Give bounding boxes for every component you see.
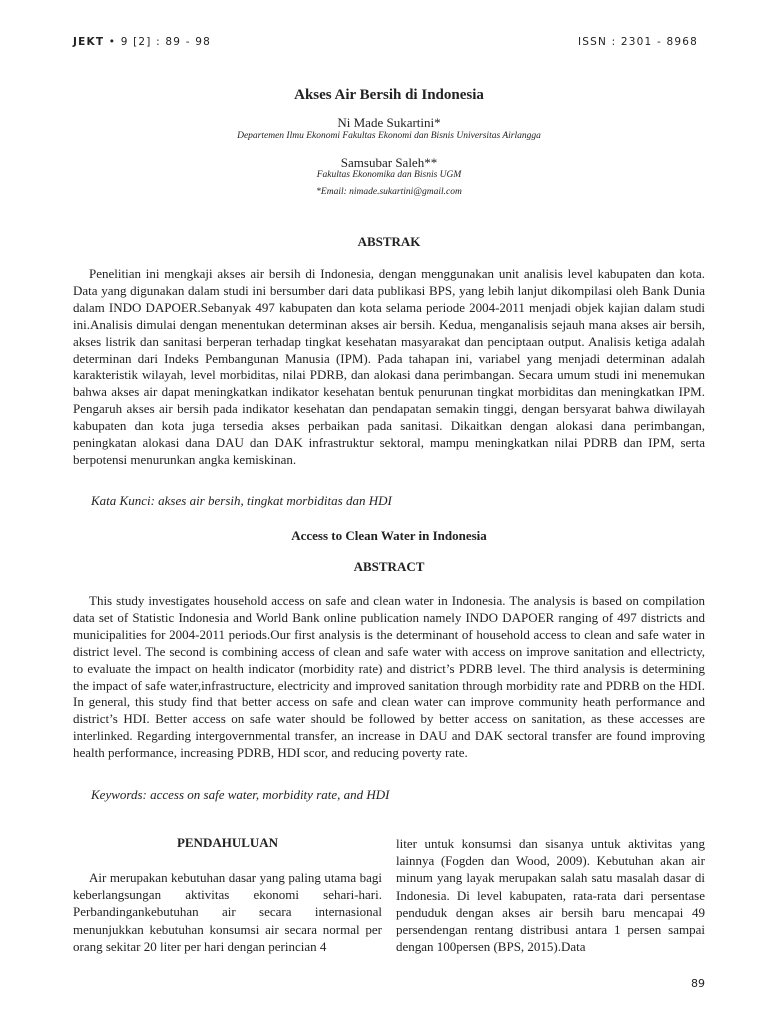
page-number: 89 [691,977,705,990]
body-column-left: Air merupakan kebutuhan dasar yang paling utama bagi keberlangsungan aktivitas ekonomi sehari-hari. Perbandingankebutuhan air secara internasional menunjukkan kebutuhan konsumsi air secara normal per orang sekitar 20 liter per hari dengan perincian 4 [73,870,382,954]
affiliation-1: Departemen Ilmu Ekonomi Fakultas Ekonomi dan Bisnis Universitas Airlangga [237,131,541,141]
abstrak-heading: ABSTRAK [357,234,421,249]
affiliation-2: Fakultas Ekonomika dan Bisnis UGM [316,170,462,180]
keywords: Keywords: access on safe water, morbidity rate, and HDI [91,787,390,802]
author-1: Ni Made Sukartini* [337,115,441,130]
abstract-paragraph: This study investigates household access on safe and clean water in Indonesia. The analysis is based on compilation data set of Statistic Indonesia and World Bank online publication namely INDO DAPOER ranging of 497 districts and municipalities for 2004-2011 periods.Our first analysis is the determinant of household access to clean and safe water in district level. The second is combining access of clean and safe water with access on improve sanitation and ellectricty, to evaluate the impact on health indicator (morbidity rate) and district’s PDRB level. The third analysis is determining the impact of safe water,infrastructure, electricity and improved sanitation through morbidity rate and PDRB on the HDI. In general, this study find that better access on safe and clean water can improve community heath performance and district’s HDI. Better access on safe water should be followed by better access on sanitation, as these accesses are interlinked. Regarding intergovernmental transfer, an increase in DAU and DAK sectoral transfer are found improving health performance, increasing PDRB, HDI scor, and reducing poverty rate. [73,593,705,761]
author-email: *Email: nimade.sukartini@gmail.com [316,187,462,197]
body-column-right: liter untuk konsumsi dan sisanya untuk aktivitas yang lainnya (Fogden dan Wood, 2009). Kebutuhan akan air minum yang layak merupakan salah satu masalah dasar di Indonesia. Di level kabupaten, rata-rata dari persentase penduduk dengan akses air bersih baru mencapai 49 persendengan rentang distribusi antara 1 persen sampai dengan 100persen (BPS, 2015).Data [396,836,705,955]
journal-issue: 9 [2] : 89 - 98 [120,36,211,48]
header-bullet: • [108,36,117,48]
kata-kunci: Kata Kunci: akses air bersih, tingkat morbiditas dan HDI [91,493,392,508]
abstract-heading: ABSTRACT [353,559,425,574]
journal-abbrev: JEKT [73,36,105,48]
abstrak-paragraph: Penelitian ini mengkaji akses air bersih di Indonesia, dengan menggunakan unit analisis level kabupaten dan kota. Data yang digunakan dalam studi ini bersumber dari data publikasi BPS, yang lebih lanjut dikompilasi oleh Bank Dunia dalam INDO DAPOER.Sebanyak 497 kabupaten dan kota selama periode 2004-2011 menjadi objek kajian dalam studi ini.Analisis dimulai dengan menentukan determinan akses air bersih. Kedua, menganalisis sejauh mana akses air bersih, akses listrik dan sanitasi berperan terhadap tingkat kesehatan masyarakat dan penciptaan output. Analisis ketiga adalah determinan dari Indeks Pembangunan Manusia (IPM). Pada tahapan ini, variabel yang menjadi determinan adalah karakteristik wilayah, level morbiditas, nilai PDRB, dan alokasi dana perimbangan. Secara umum studi ini menemukan bahwa akses air dapat meningkatkan indikator kesehatan bentuk penurunan tingkat morbiditas dan meningkatkan IPM. Pengaruh akses air bersih pada indikator kesehatan dan pendapatan semakin tinggi, dengan bersyarat bahwa diwilayah kabupaten dan kota juga tersedia akses perbaikan pada sanitasi. Dikaitkan dengan alokasi dana perimbangan, peningkatan alokasi dana DAU dan DAK infrastruktur sektoral, mampu meningkatkan nilai PDRB dan IPM, serta berpotensi menurunkan angka kemiskinan. [73,266,705,467]
issn-label: ISSN : 2301 - 8968 [577,36,698,48]
running-header-left [73,36,211,48]
author-2: Samsubar Saleh** [340,155,438,170]
section-heading-pendahuluan: PENDAHULUAN [176,835,279,850]
paper-title: Akses Air Bersih di Indonesia [294,87,484,103]
english-title: Access to Clean Water in Indonesia [291,528,487,543]
